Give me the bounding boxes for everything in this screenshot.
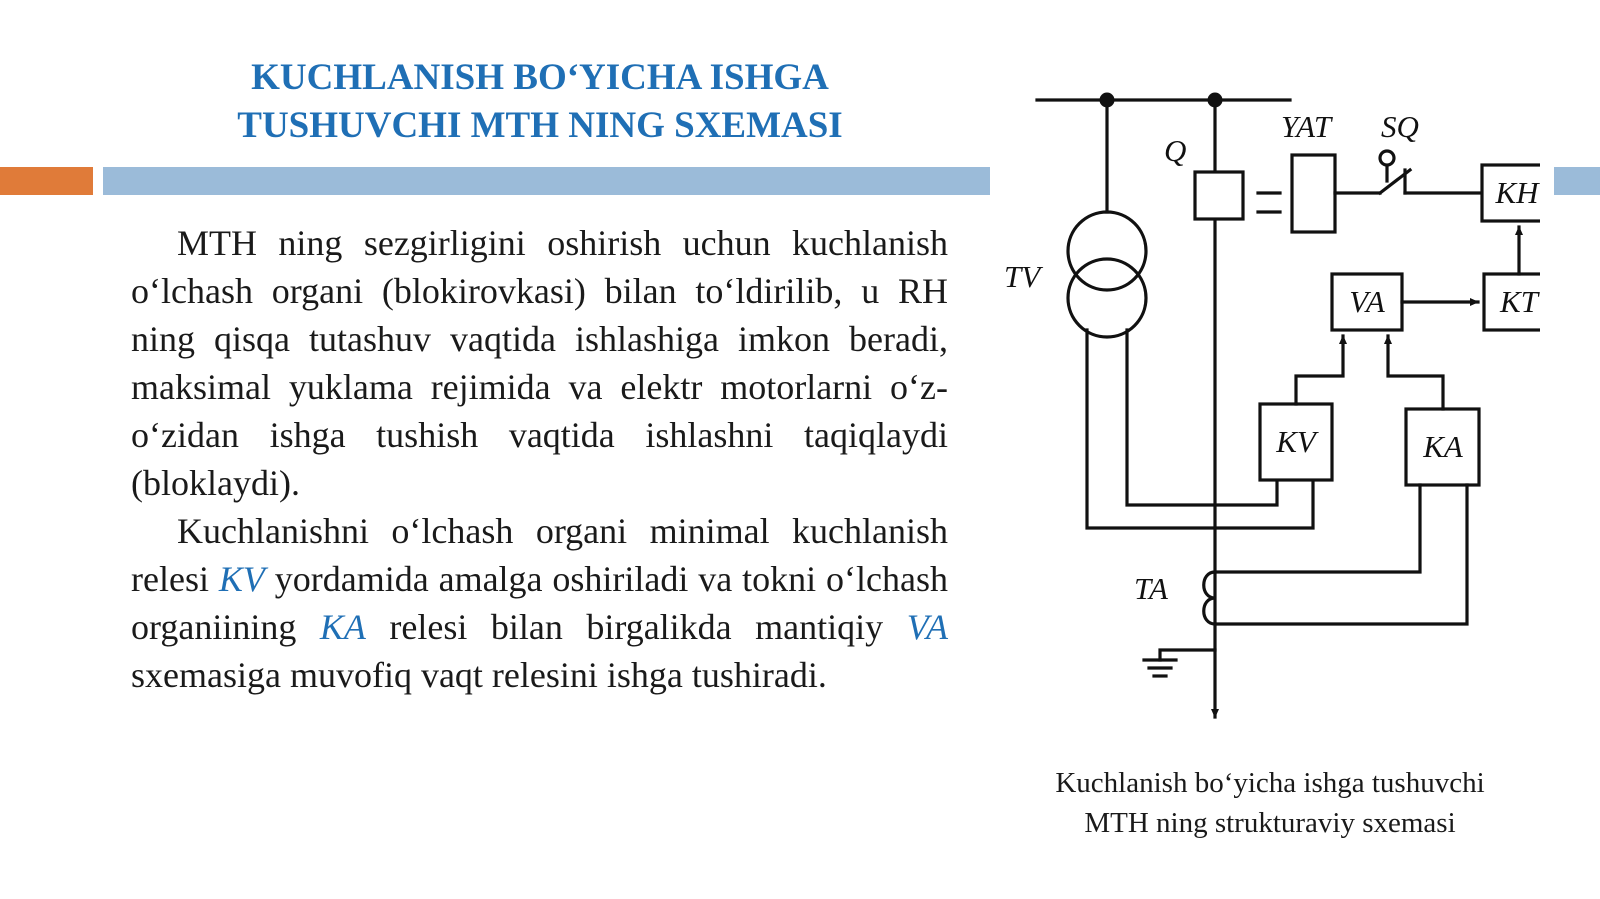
ta-coil	[1204, 572, 1215, 624]
tv-winding-primary	[1068, 212, 1146, 290]
label-tv: TV	[1004, 259, 1041, 294]
trip-coil-yat	[1292, 155, 1335, 232]
paragraph-1: MTH ning sezgirligini oshirish uchun kuchlanish o‘lchash organi (blokirovkasi) bilan to‘ldirilib, u RH ning qisqa tutashuv vaqtida ishlashiga imkon beradi, maksimal yuklama rejimida va elektr motorlarni o‘z-o‘zidan ishga tushish vaqtida ishlashni taqiqlaydi (bloklaydi).	[131, 223, 948, 503]
junction-dot-tv	[1100, 93, 1115, 108]
caption-line-1: Kuchlanish bo‘yicha ishga tushuvchi	[1055, 767, 1485, 799]
switch-sq-knob	[1380, 151, 1394, 165]
paragraph-2-part-1: Kuchlanishni o‘lchash organi minimal kuchlanish relesi	[131, 511, 948, 599]
accent-bar-blue	[103, 167, 990, 195]
label-ka: KA	[1423, 429, 1463, 464]
body-text	[131, 219, 948, 699]
term-kv: KV	[218, 559, 265, 599]
label-ta: TA	[1134, 571, 1168, 606]
paragraph-2-part-2: yordamida amalga oshiriladi va tokni o‘lchash organiining	[131, 559, 949, 647]
diagram-caption	[1005, 763, 1535, 843]
term-ka: KA	[319, 607, 366, 647]
paragraph-2	[131, 507, 948, 699]
ka-to-va-arrow	[1388, 336, 1443, 409]
label-kv: KV	[1276, 424, 1316, 459]
junction-dot-q	[1208, 93, 1223, 108]
label-kt: KT	[1500, 284, 1538, 319]
kv-to-va-arrow	[1296, 336, 1343, 404]
accent-bar-orange	[0, 167, 93, 195]
slide-title	[130, 54, 950, 150]
label-sq: SQ	[1381, 109, 1419, 144]
tv-output-wire-right	[1127, 330, 1277, 505]
label-yat: YAT	[1281, 109, 1332, 144]
label-va: VA	[1349, 284, 1385, 319]
title-line-1: KUCHLANISH BO‘YICHA ISHGA	[251, 57, 829, 98]
paragraph-2-part-4: sxemasiga muvofiq vaqt relesini ishga tushiradi.	[131, 655, 827, 695]
paragraph-2-part-3: relesi bilan birgalikda mantiqiy	[365, 607, 907, 647]
label-kh: KH	[1495, 175, 1539, 210]
accent-bar-blue-right	[1554, 167, 1600, 195]
title-line-2: TUSHUVCHI MTH NING SXEMASI	[237, 105, 843, 146]
breaker-q	[1195, 172, 1243, 219]
term-va: VA	[906, 607, 948, 647]
caption-line-2: MTH ning strukturaviy sxemasi	[1084, 807, 1456, 839]
label-q: Q	[1164, 133, 1187, 168]
circuit-diagram	[990, 80, 1540, 730]
tv-winding-secondary	[1068, 259, 1146, 337]
